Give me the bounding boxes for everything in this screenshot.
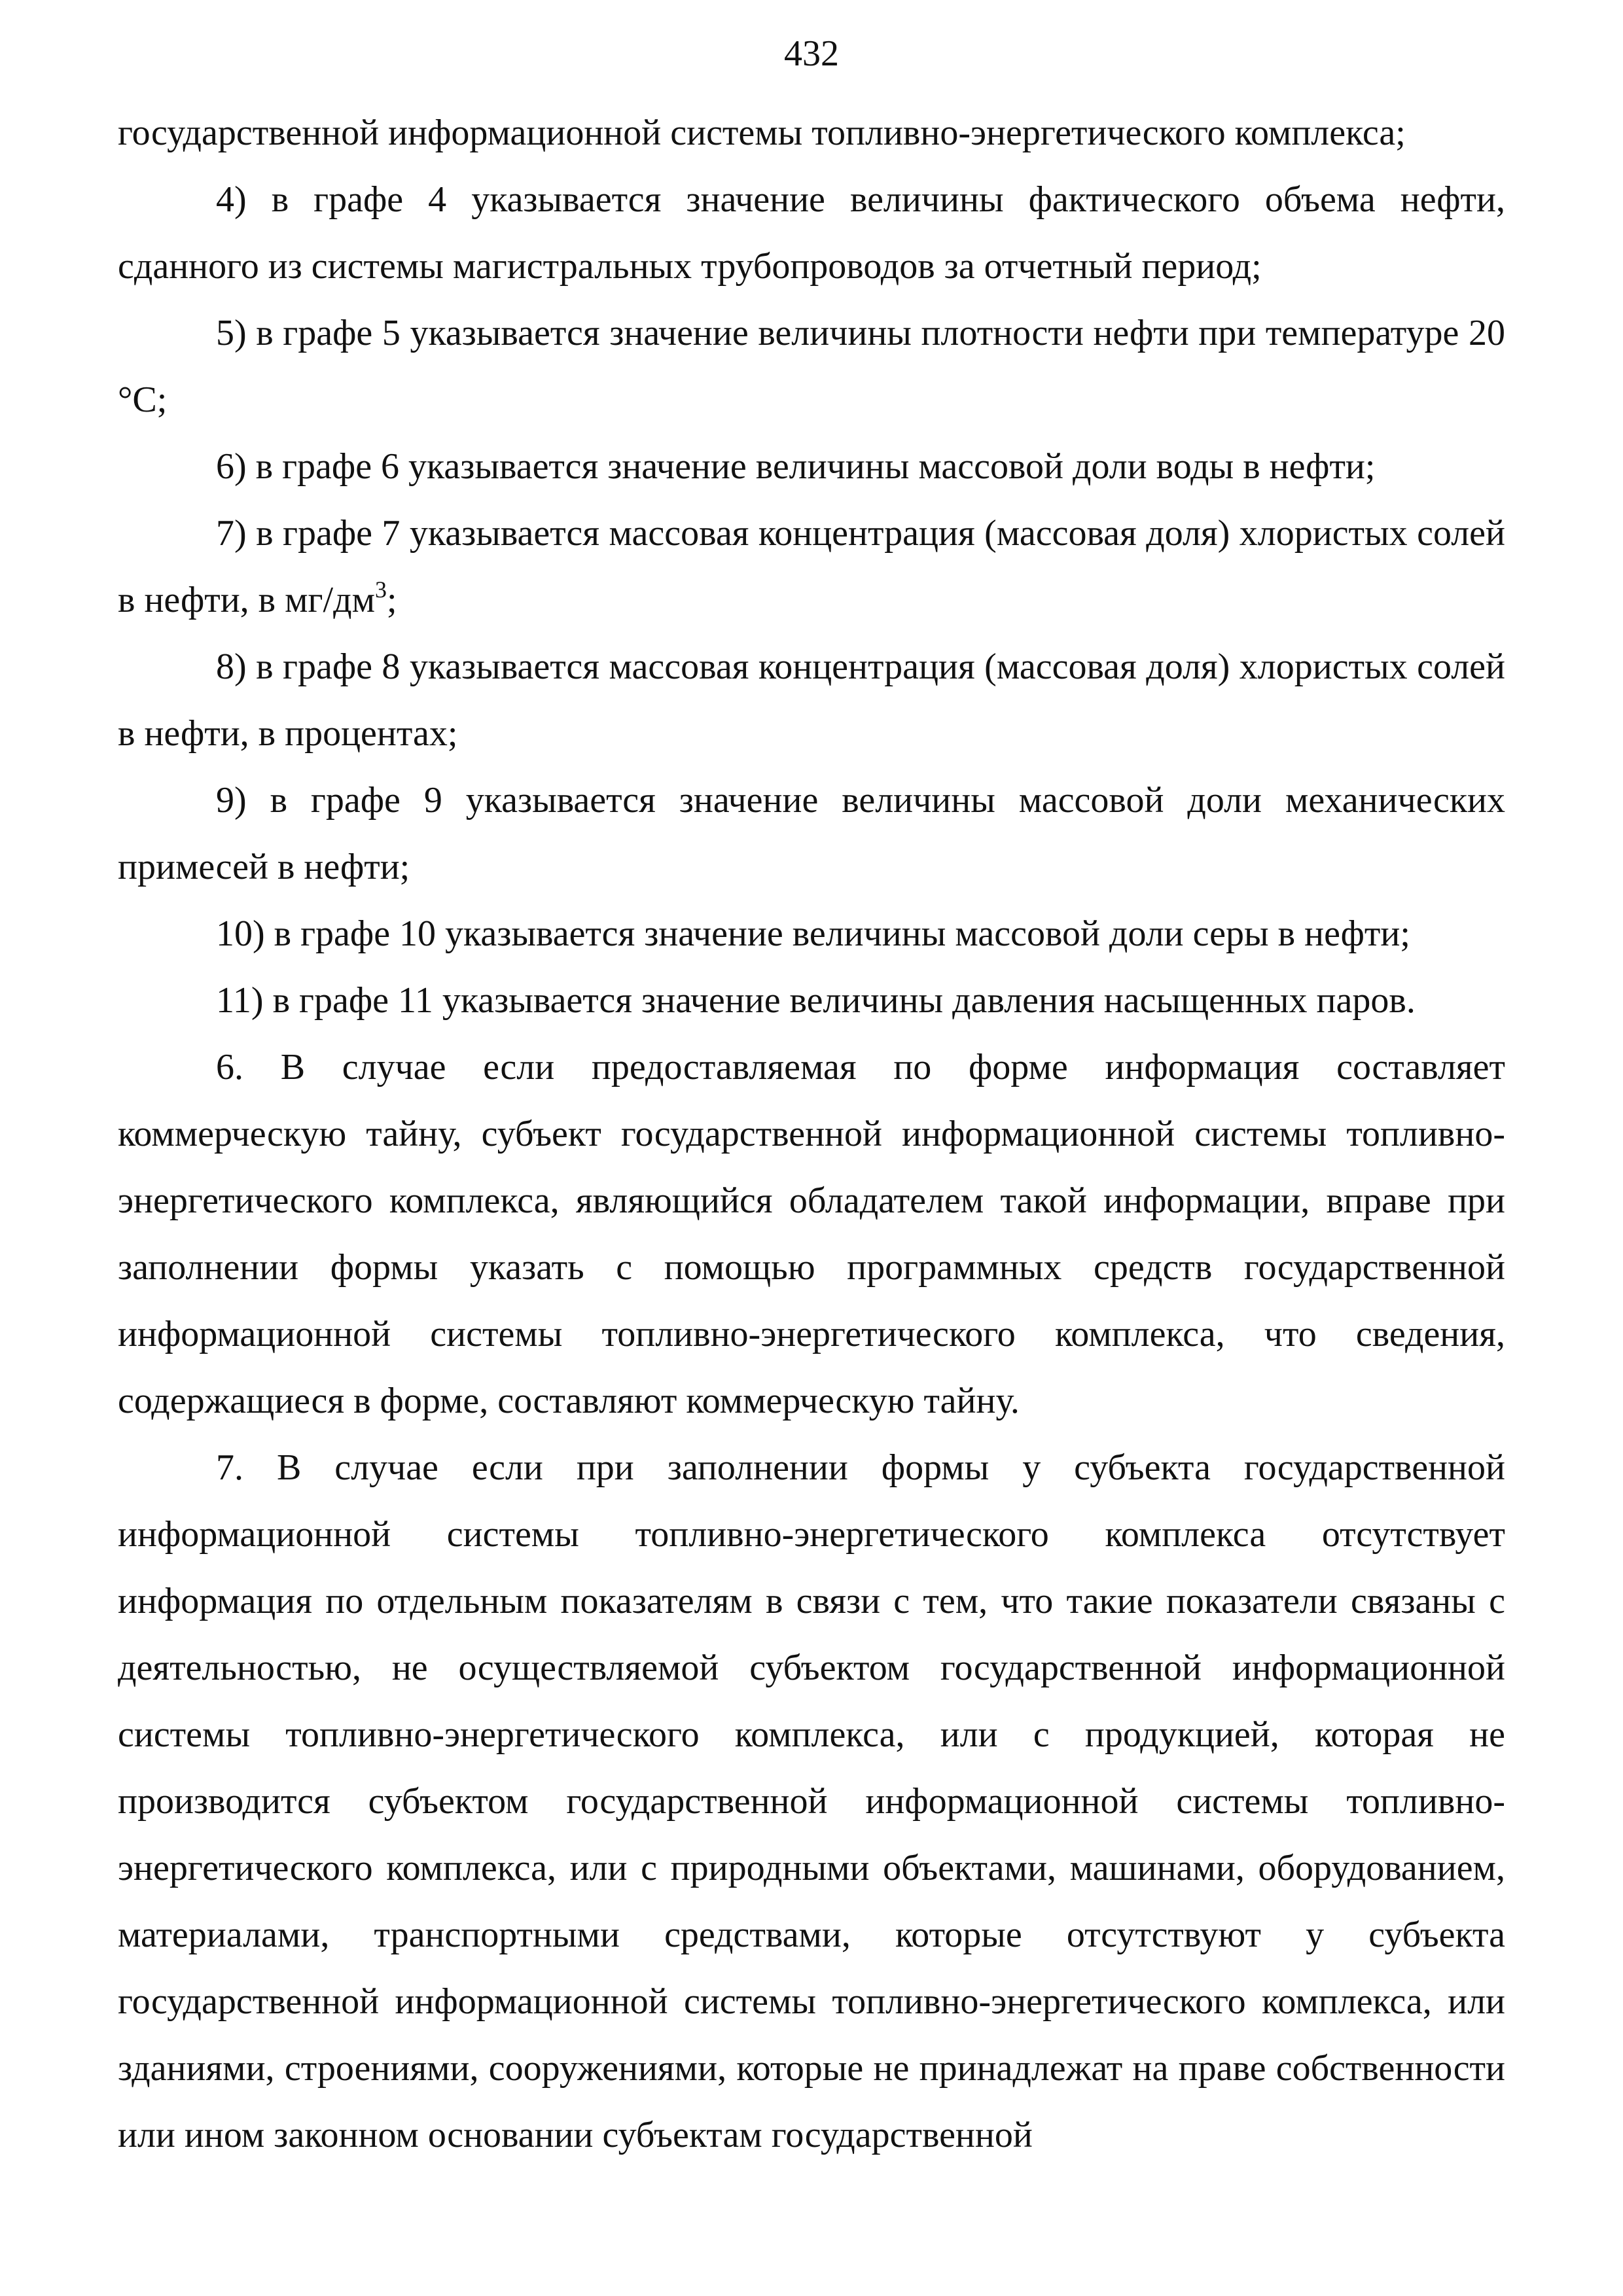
list-item-5: 5) в графе 5 указывается значение величины плотности нефти при температуре 20 °С; [118, 313, 1505, 420]
superscript-cube: 3 [375, 576, 387, 603]
list-item-9: 9) в графе 9 указывается значение величины массовой доли механических примесей в нефти; [118, 780, 1505, 887]
list-item-7-tail: ; [387, 580, 397, 620]
list-item-7-text: 7) в графе 7 указывается массовая концентрация (массовая доля) хлористых солей в нефти, в мг/дм [118, 513, 1505, 620]
document-body [118, 99, 1505, 2168]
list-item-8: 8) в графе 8 указывается массовая концентрация (массовая доля) хлористых солей в нефти, в процентах; [118, 646, 1505, 754]
list-item-4: 4) в графе 4 указывается значение величины фактического объема нефти, сданного из системы магистральных трубопроводов за отчетный период; [118, 179, 1505, 287]
paragraph-continuation: государственной информационной системы топливно-энергетического комплекса; [118, 113, 1406, 153]
page-number: 432 [784, 33, 839, 74]
section-6-paragraph: 6. В случае если предоставляемая по форме информация составляет коммерческую тайну, субъект государственной информационной системы топливно-энергетического комплекса, являющийся обладателем такой информации, вправе при заполнении формы указать с помощью программных средств государственной информационной системы топливно-энергетического комплекса, что сведения, содержащиеся в форме, составляют коммерческую тайну. [118, 1047, 1505, 1421]
list-item-10: 10) в графе 10 указывается значение величины массовой доли серы в нефти; [216, 913, 1410, 954]
list-item-11: 11) в графе 11 указывается значение величины давления насыщенных паров. [216, 980, 1416, 1021]
section-7-paragraph: 7. В случае если при заполнении формы у субъекта государственной информационной системы топливно-энергетического комплекса отсутствует информация по отдельным показателям в связи с тем, что такие показатели связаны с деятельностью, не осуществляемой субъектом государственной информационной системы топливно-энергетического комплекса, или с продукцией, которая не производится субъектом государственной информационной системы топливно-энергетического комплекса, или с природными объектами, машинами, оборудованием, материалами, транспортными средствами, которые отсутствуют у субъекта государственной информационной системы топливно-энергетического комплекса, или зданиями, строениями, сооружениями, которые не принадлежат на праве собственности или ином законном основании субъектам государственной [118, 1447, 1505, 2155]
list-item-6: 6) в графе 6 указывается значение величины массовой доли воды в нефти; [216, 446, 1376, 487]
list-item-7 [118, 500, 1505, 633]
